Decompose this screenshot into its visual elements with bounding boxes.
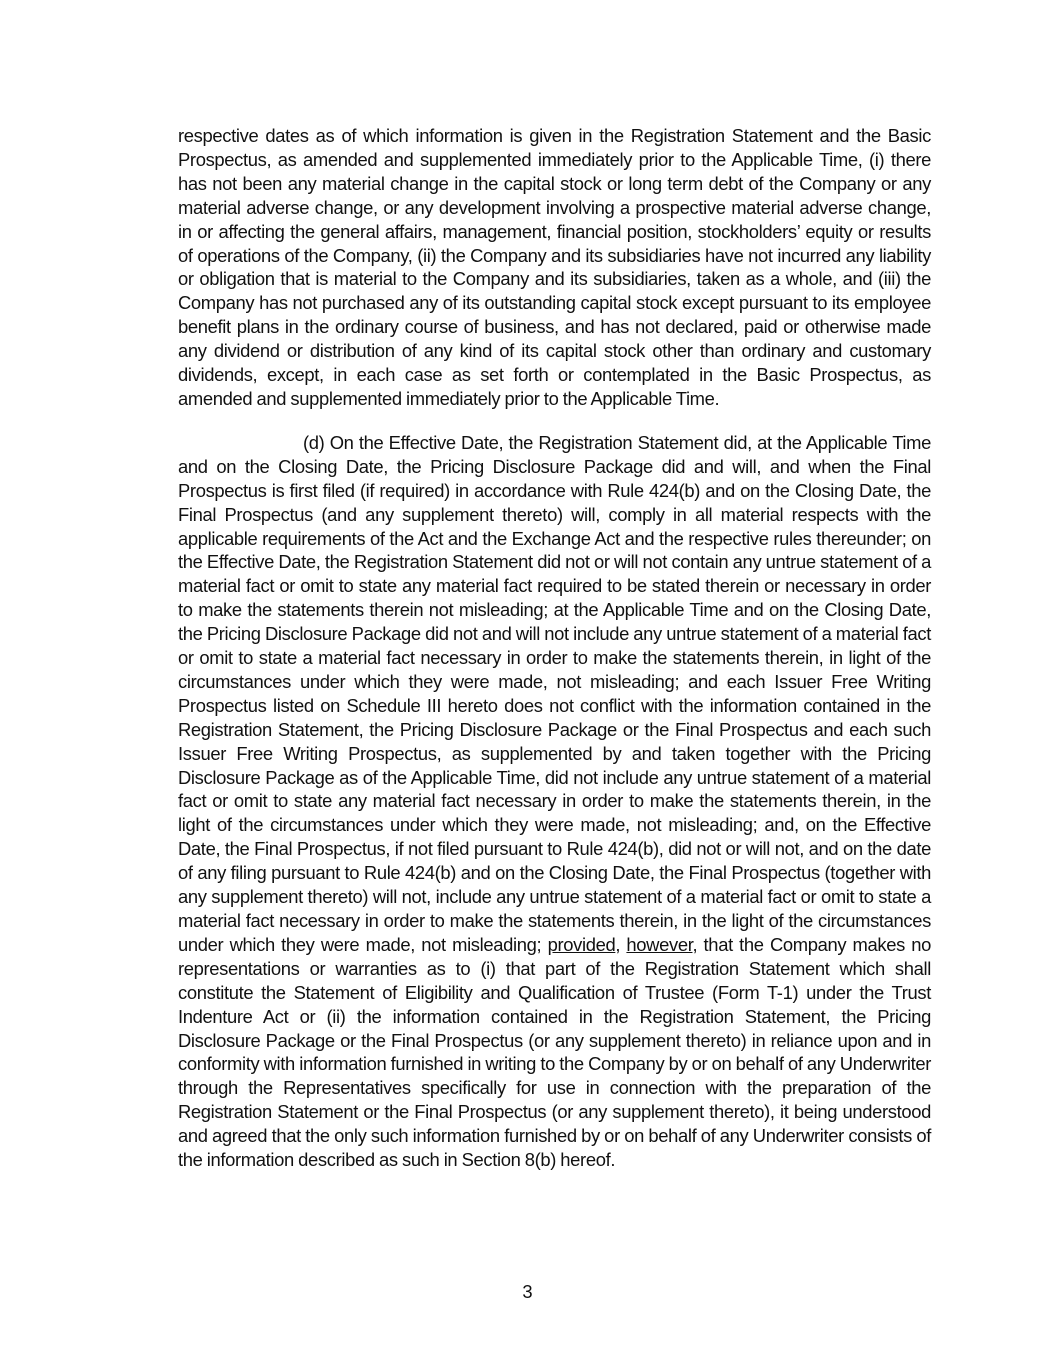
- however-term: however: [626, 933, 693, 955]
- provided-term: provided: [547, 933, 616, 955]
- document-page: [178, 124, 931, 1172]
- separator-comma: ,: [615, 933, 627, 955]
- paragraph-d: [178, 431, 931, 1172]
- paragraph-continued: respective dates as of which information is given in the Registration Statement and the Basic Prospectus, as amended and supplemented immediately prior to the Applicable Time, (i) there has not been any material change in the capital stock or long term debt of the Company or any material adverse change, or any development involving a prospective material adverse change, in or affecting the general affairs, management, financial position, stockholders’ equity or results of operations of the Company, (ii) the Company and its subsidiaries have not incurred any liability or obligation that is material to the Company and its subsidiaries, taken as a whole, and (iii) the Company has not purchased any of its outstanding capital stock except pursuant to its employee benefit plans in the ordinary course of business, and has not declared, paid or otherwise made any dividend or distribution of any kind of its capital stock other than ordinary and customary dividends, except, in each case as set forth or contemplated in the Basic Prospectus, as amended and supplemented immediately prior to the Applicable Time.: [178, 125, 931, 409]
- page-number: 3: [522, 1281, 533, 1302]
- paragraph-d-text-continued: , that the Company makes no representations or warranties as to (i) that part of the Registration Statement which shall constitute the Statement of Eligibility and Qualification of Trustee (Form T-1) under the Trust Indenture Act or (ii) the information contained in the Registration Statement, the Pricing Disclosure Package or the Final Prospectus (or any supplement thereto) in reliance upon and in conformity with information furnished in writing to the Company by or on behalf of any Underwriter through the Representatives specifically for use in connection with the preparation of the Registration Statement or the Final Prospectus (or any supplement thereto), it being understood and agreed that the only such information furnished by or on behalf of any Underwriter consists of the information described as such in Section 8(b) hereof.: [178, 933, 932, 1171]
- paragraph-d-text: (d) On the Effective Date, the Registration Statement did, at the Applicable Time and on the Closing Date, the Pricing Disclosure Package did and will, and when the Final Prospectus is first filed (if required) in accordance with Rule 424(b) and on the Closing Date, the Final Prospectus (and any supplement thereto) will, comply in all material respects with the applicable requirements of the Act and the Exchange Act and the respective rules thereunder; on the Effective Date, the Registration Statement did not or will not contain any untrue statement of a material fact or omit to state any material fact required to be stated therein or necessary in order to make the statements therein not misleading; at the Applicable Time and on the Closing Date, the Pricing Disclosure Package did not and will not include any untrue statement of a material fact or omit to state a material fact necessary in order to make the statements therein, in light of the circumstances under which they were made, not misleading; and each Issuer Free Writing Prospectus listed on Schedule III hereto does not conflict with the information contained in the Registration Statement, the Pricing Disclosure Package or the Final Prospectus and each such Issuer Free Writing Prospectus, as supplemented by and taken together with the Pricing Disclosure Package as of the Applicable Time, did not include any untrue statement of a material fact or omit to state any material fact necessary in order to make the statements therein, in the light of the circumstances under which they were made, not misleading; and, on the Effective Date, the Final Prospectus, if not filed pursuant to Rule 424(b), did not or will not, and on the date of any filing pursuant to Rule 424(b) and on the Closing Date, the Final Prospectus (together with any supplement thereto) will not, include any untrue statement of a material fact or omit to state a material fact necessary in order to make the statements therein, in the light of the circumstances under which they were made, not misleading;: [178, 431, 931, 955]
